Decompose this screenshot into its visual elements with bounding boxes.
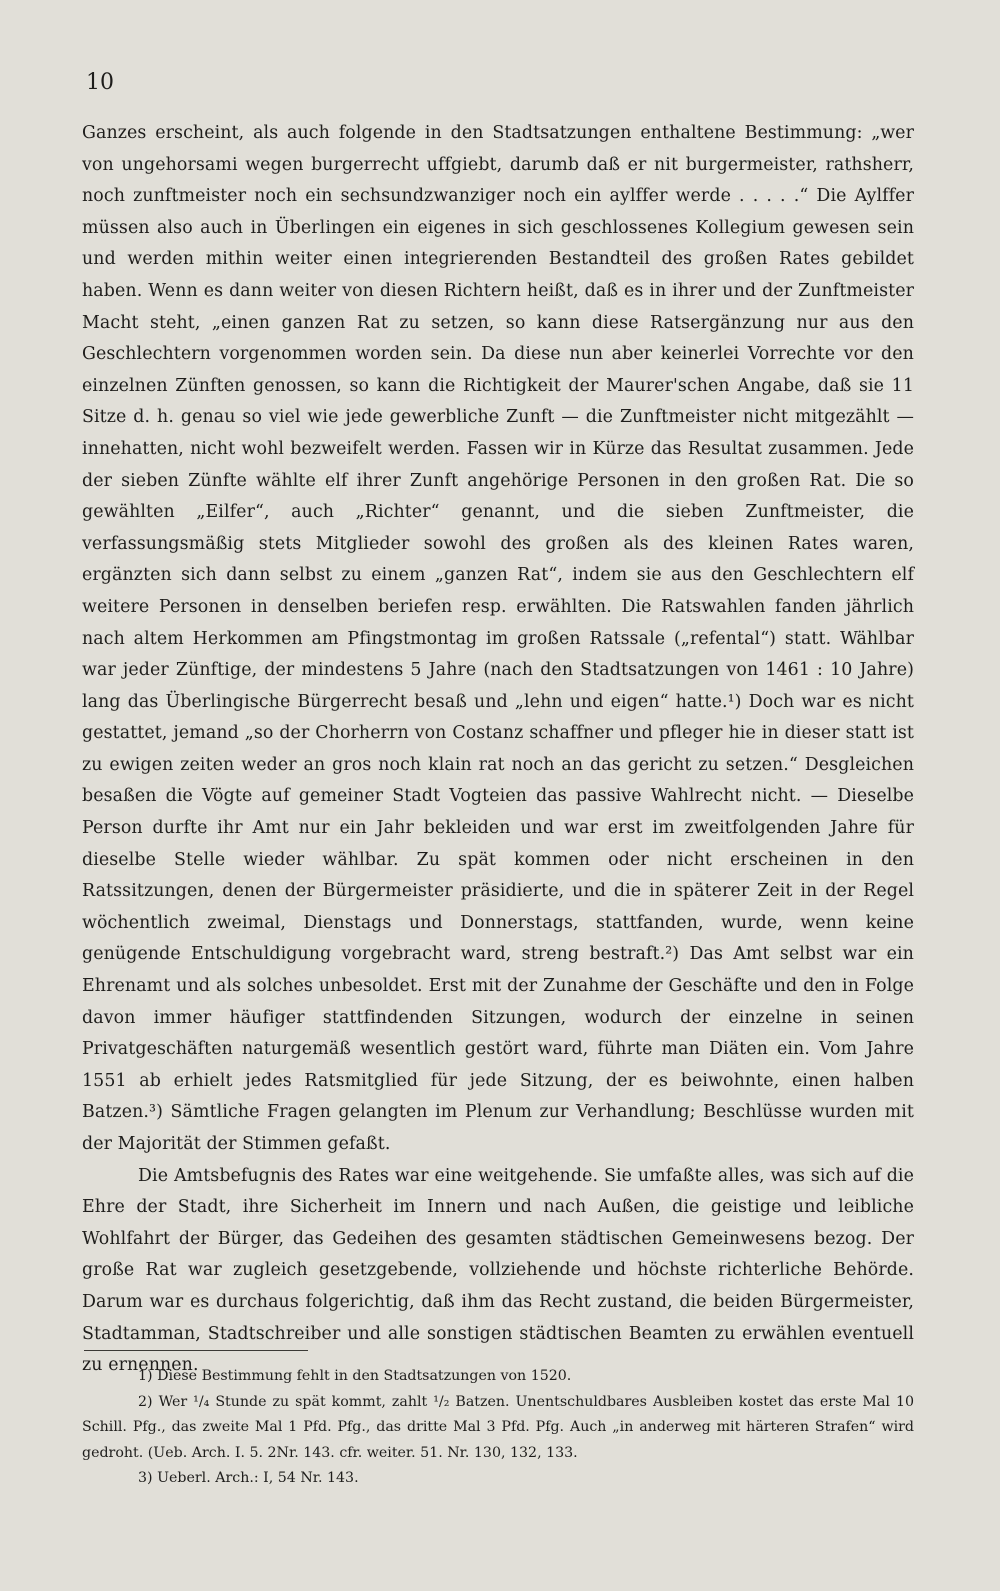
footnotes <box>82 1364 914 1492</box>
page-number: 10 <box>86 70 114 95</box>
paragraph-2: Die Amtsbefugnis des Rates war eine weitgehende. Sie umfaßte alles, was sich auf die Ehre der Stadt, ihre Sicherheit im Innern und nach Außen, die geistige und leibliche Wohlfahrt der Bürger, das Gedeihen des gesamten städtischen Gemeinwesens bezog. Der große Rat war zugleich gesetzgebende, vollziehende und höchste richterliche Behörde. Darum war es durchaus folgerichtig, daß ihm das Recht zustand, die beiden Bürgermeister, Stadtamman, Stadtschreiber und alle sonstigen städtischen Beamten zu erwählen eventuell zu ernennen. <box>82 1165 914 1376</box>
footnote-divider <box>84 1350 308 1351</box>
paragraph-1: Ganzes erscheint, als auch folgende in den Stadtsatzungen enthaltene Bestimmung: „wer von ungehorsami wegen burgerrecht uffgiebt, darumb daß er nit burgermeister, rathsherr, noch zunftmeister noch ein sechsundzwanziger noch ein aylffer werde . . . . .“ Die Aylffer müssen also auch in Überlingen ein eigenes in sich geschlossenes Kollegium gewesen sein und werden mithin weiter einen integrierenden Bestandteil des großen Rates gebildet haben. Wenn es dann weiter von diesen Richtern heißt, daß es in ihrer und der Zunftmeister Macht steht, „einen ganzen Rat zu setzen, so kann diese Ratsergänzung nur aus den Geschlechtern vorgenommen worden sein. Da diese nun aber keinerlei Vorrechte vor den einzelnen Zünften genossen, so kann die Richtigkeit der Maurer'schen Angabe, daß sie 11 Sitze d. h. genau so viel wie jede gewerbliche Zunft — die Zunftmeister nicht mitgezählt — innehatten, nicht wohl bezweifelt werden. Fassen wir in Kürze das Resultat zusammen. Jede der sieben Zünfte wählte elf ihrer Zunft angehörige Personen in den großen Rat. Die so gewählten „Eilfer“, auch „Richter“ genannt, und die sieben Zunftmeister, die verfassungsmäßig stets Mitglieder sowohl des großen als des kleinen Rates waren, ergänzten sich dann selbst zu einem „ganzen Rat“, indem sie aus den Geschlechtern elf weitere Personen in denselben beriefen resp. erwählten. Die Ratswahlen fanden jährlich nach altem Herkommen am Pfingstmontag im großen Ratssale („refental“) statt. Wählbar war jeder Zünftige, der mindestens 5 Jahre (nach den Stadtsatzungen von 1461 : 10 Jahre) lang das Überlingische Bürgerrecht besaß und „lehn und eigen“ hatte.¹) Doch war es nicht gestattet, jemand „so der Chorherrn von Costanz schaffner und pfleger hie in dieser statt ist zu ewigen zeiten weder an gros noch klain rat noch an das gericht zu setzen.“ Desgleichen besaßen die Vögte auf gemeiner Stadt Vogteien das passive Wahlrecht nicht. — Dieselbe Person durfte ihr Amt nur ein Jahr bekleiden und war erst im zweitfolgenden Jahre für dieselbe Stelle wieder wählbar. Zu spät kommen oder nicht erscheinen in den Ratssitzungen, denen der Bürgermeister präsidierte, und die in späterer Zeit in der Regel wöchentlich zweimal, Dienstags und Donnerstags, stattfanden, wurde, wenn keine genügende Entschuldigung vorgebracht ward, streng bestraft.²) Das Amt selbst war ein Ehrenamt und als solches unbesoldet. Erst mit der Zunahme der Geschäfte und den in Folge davon immer häufiger stattfindenden Sitzungen, wodurch der einzelne in seinen Privatgeschäften naturgemäß wesentlich gestört ward, führte man Diäten ein. Vom Jahre 1551 ab erhielt jedes Ratsmitglied für jede Sitzung, der es beiwohnte, einen halben Batzen.³) Sämtliche Fragen gelangten im Plenum zur Verhandlung; Beschlüsse wurden mit der Majorität der Stimmen gefaßt. <box>82 123 914 1154</box>
body-text <box>82 118 914 1382</box>
footnote-3: 3) Ueberl. Arch.: I, 54 Nr. 143. <box>138 1470 359 1487</box>
footnote-2: 2) Wer ¹/₄ Stunde zu spät kommt, zahlt ¹/₂ Batzen. Unentschuldbares Ausbleiben kostet das erste Mal 10 Schill. Pfg., das zweite Mal 1 Pfd. Pfg., das dritte Mal 3 Pfd. Pfg. Auch „in anderweg mit härteren Strafen“ wird gedroht. (Ueb. Arch. I. 5. 2Nr. 143. cfr. weiter. 51. Nr. 130, 132, 133. <box>82 1393 914 1461</box>
footnote-1: 1) Diese Bestimmung fehlt in den Stadtsatzungen von 1520. <box>138 1368 572 1384</box>
